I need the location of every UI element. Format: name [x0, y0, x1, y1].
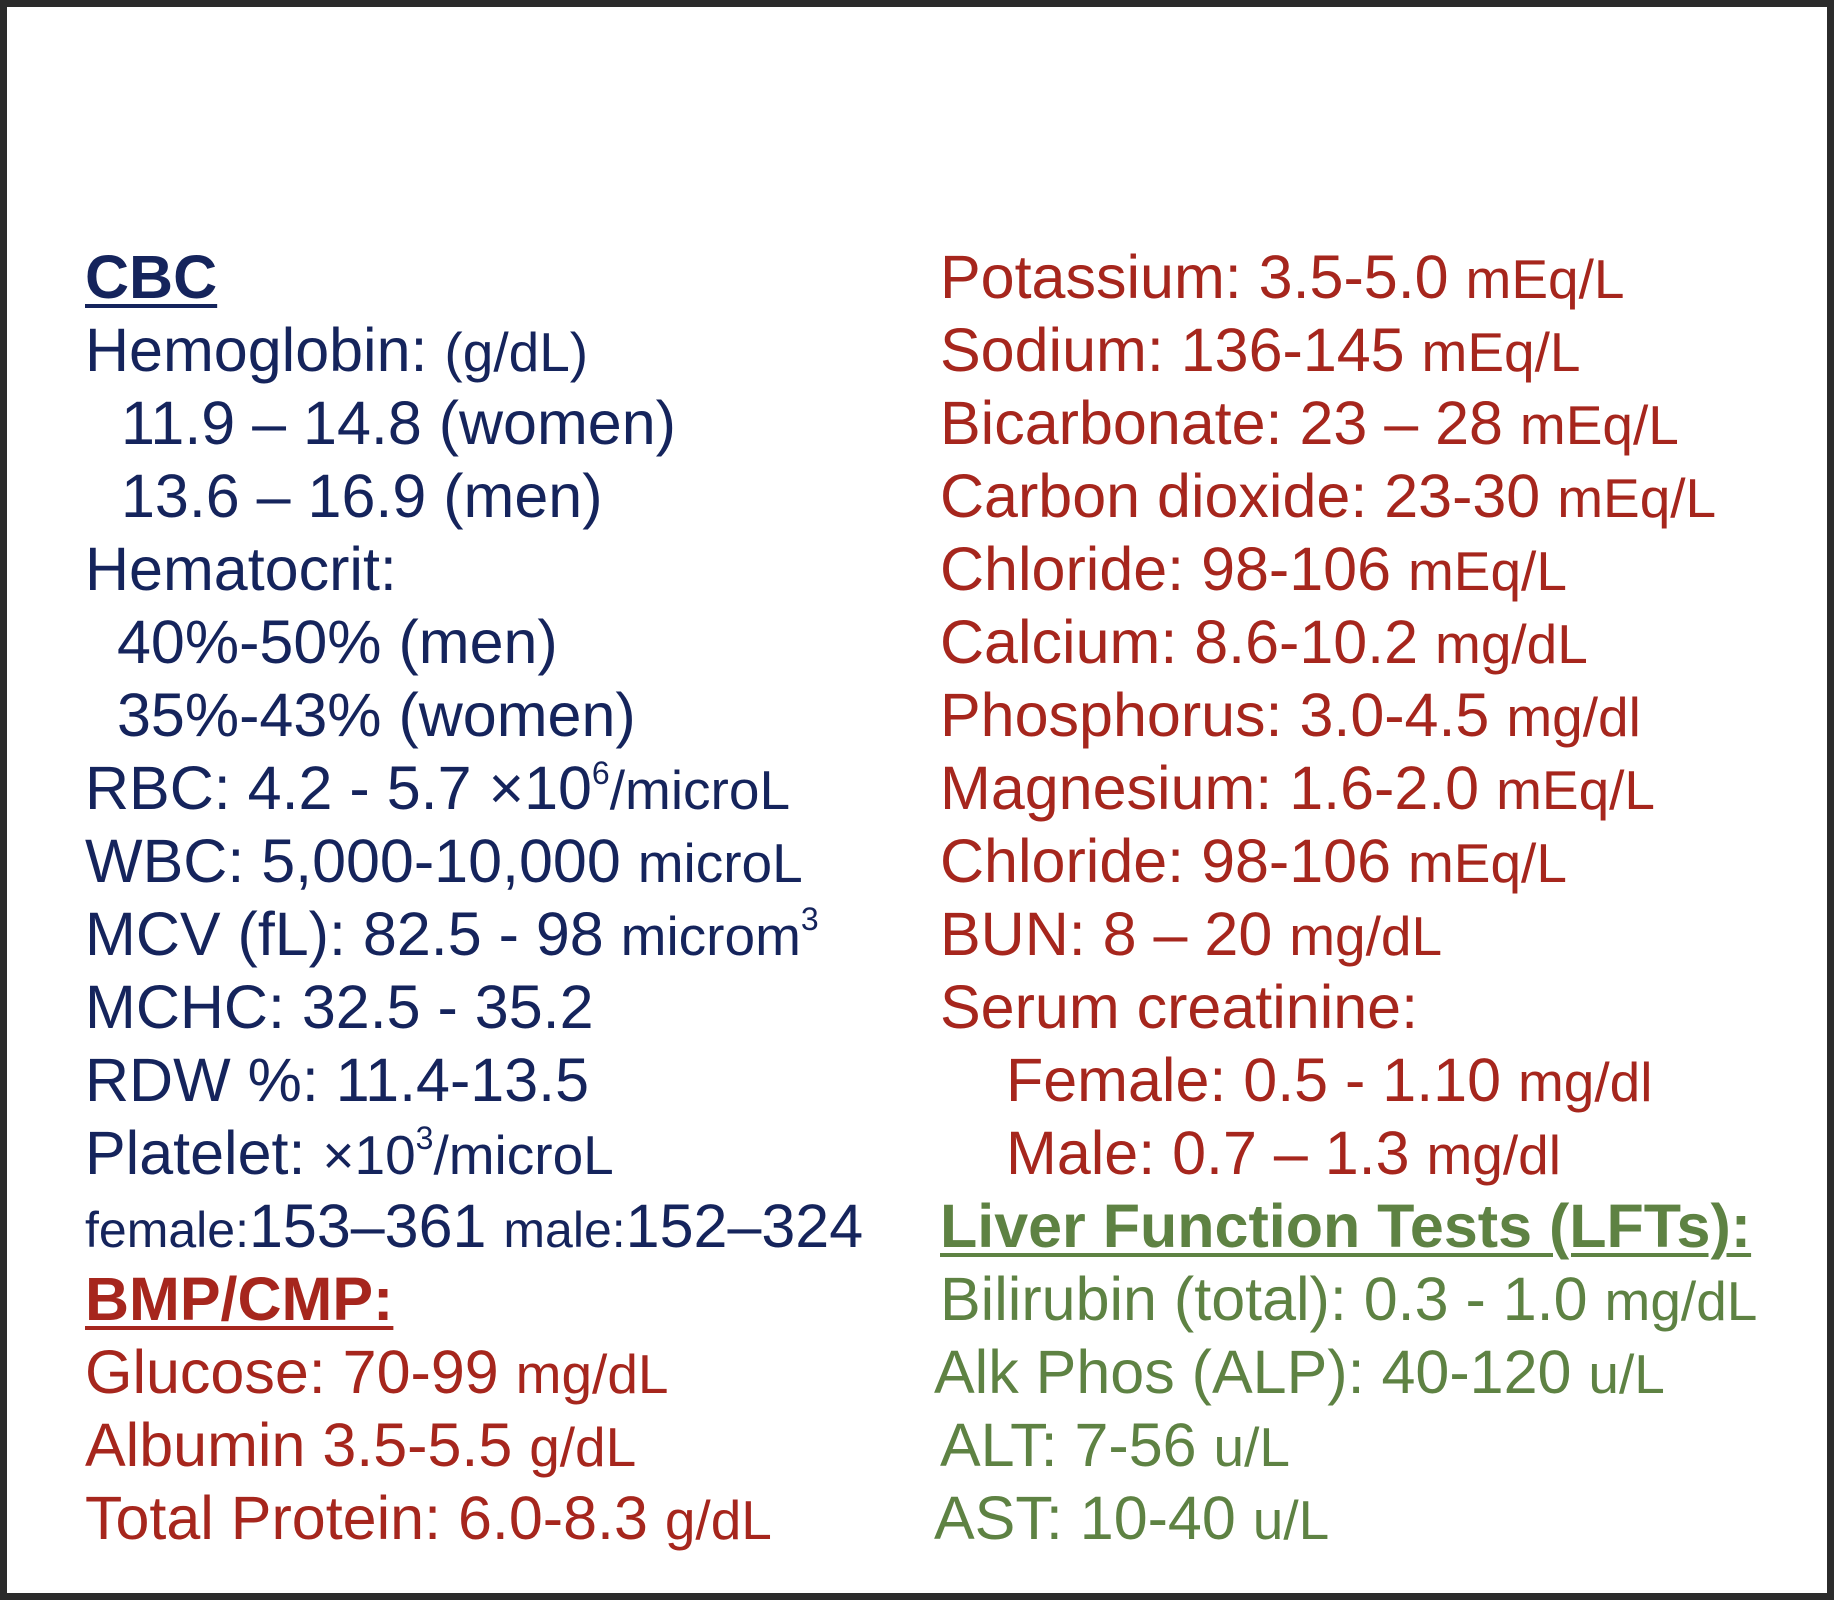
alp-unit: u/L: [1588, 1343, 1665, 1405]
bicarbonate-value: Bicarbonate: 23 – 28: [940, 389, 1520, 457]
calcium-unit: mg/dL: [1435, 613, 1588, 675]
magnesium-row: [940, 752, 1820, 825]
ast-value: AST: 10-40: [934, 1484, 1253, 1552]
bicarbonate-unit: mEq/L: [1519, 394, 1679, 456]
mcv-value: MCV (fL): 82.5 - 98: [85, 900, 621, 968]
bilirubin-row: [940, 1263, 1820, 1336]
lft-heading: Liver Function Tests (LFTs):: [940, 1192, 1752, 1260]
potassium-value: Potassium: 3.5-5.0: [940, 243, 1466, 311]
total-protein-value: Total Protein: 6.0-8.3: [85, 1484, 665, 1552]
ast-row: [934, 1482, 1820, 1555]
alp-row: [934, 1336, 1820, 1409]
alt-row: [940, 1409, 1820, 1482]
platelet-female-value: 153–361: [248, 1192, 504, 1260]
chloride-value: Chloride: 98-106: [940, 535, 1408, 603]
phosphorus-row: [940, 679, 1820, 752]
glucose-row: [85, 1336, 945, 1409]
albumin-row: [85, 1409, 945, 1482]
platelet-unit-post: /microL: [433, 1124, 614, 1186]
potassium-row: [940, 241, 1820, 314]
platelet-label: Platelet:: [85, 1119, 323, 1187]
platelet-female-label: female:: [85, 1202, 249, 1258]
rbc-exponent: 6: [591, 754, 610, 791]
alt-value: ALT: 7-56: [940, 1411, 1214, 1479]
mcv-row: [85, 898, 945, 971]
glucose-unit: mg/dL: [515, 1343, 669, 1405]
wbc-unit: microL: [637, 832, 803, 894]
creatinine-label: Serum creatinine:: [940, 973, 1419, 1041]
platelet-unit-pre: ×10: [322, 1124, 416, 1186]
hematocrit-men: 40%-50% (men): [117, 608, 558, 676]
sodium-row: [940, 314, 1820, 387]
cbc-heading: CBC: [85, 243, 218, 311]
platelet-row: [85, 1117, 945, 1190]
platelet-male-label: male:: [503, 1202, 626, 1258]
rbc-value: RBC: 4.2 - 5.7 ×10: [85, 754, 592, 822]
albumin-value: Albumin 3.5-5.5: [85, 1411, 530, 1479]
magnesium-unit: mEq/L: [1496, 759, 1656, 821]
glucose-value: Glucose: 70-99: [85, 1338, 516, 1406]
creatinine-female-unit: mg/dl: [1517, 1051, 1653, 1113]
chloride-unit-2: mEq/L: [1407, 832, 1567, 894]
platelet-ranges-row: [85, 1190, 945, 1263]
mchc-row: MCHC: 32.5 - 35.2: [85, 973, 594, 1041]
total-protein-unit: g/dL: [664, 1489, 772, 1551]
sodium-value: Sodium: 136-145: [940, 316, 1422, 384]
hematocrit-women: 35%-43% (women): [117, 681, 636, 749]
hemoglobin-men: 13.6 – 16.9 (men): [121, 462, 603, 530]
carbon-dioxide-unit: mEq/L: [1557, 467, 1717, 529]
chloride-value-2: Chloride: 98-106: [940, 827, 1408, 895]
sodium-unit: mEq/L: [1421, 321, 1581, 383]
rbc-row: [85, 752, 945, 825]
hemoglobin-row: [85, 314, 945, 387]
bmp-heading: BMP/CMP:: [85, 1265, 394, 1333]
chloride-row-2: [940, 825, 1820, 898]
creatinine-male-value: Male: 0.7 – 1.3: [1006, 1119, 1427, 1187]
alt-unit: u/L: [1213, 1416, 1290, 1478]
bun-row: [940, 898, 1820, 971]
creatinine-male-row: [940, 1117, 1820, 1190]
carbon-dioxide-row: [940, 460, 1820, 533]
calcium-row: [940, 606, 1820, 679]
creatinine-female-value: Female: 0.5 - 1.10: [1006, 1046, 1518, 1114]
ast-unit: u/L: [1252, 1489, 1330, 1551]
hemoglobin-label: Hemoglobin:: [85, 316, 445, 384]
albumin-unit: g/dL: [529, 1416, 637, 1478]
calcium-value: Calcium: 8.6-10.2: [940, 608, 1435, 676]
platelet-male-value: 152–324: [625, 1192, 864, 1260]
potassium-unit: mEq/L: [1465, 248, 1625, 310]
chloride-row: [940, 533, 1820, 606]
creatinine-male-unit: mg/dl: [1426, 1124, 1561, 1186]
alp-value: Alk Phos (ALP): 40-120: [934, 1338, 1589, 1406]
bun-value: BUN: 8 – 20: [940, 900, 1290, 968]
carbon-dioxide-value: Carbon dioxide: 23-30: [940, 462, 1558, 530]
bun-unit: mg/dL: [1289, 905, 1443, 967]
creatinine-female-row: [940, 1044, 1820, 1117]
magnesium-value: Magnesium: 1.6-2.0: [940, 754, 1497, 822]
hemoglobin-unit: (g/dL): [444, 321, 589, 383]
bilirubin-unit: mg/dL: [1604, 1270, 1758, 1332]
wbc-row: [85, 825, 945, 898]
phosphorus-value: Phosphorus: 3.0-4.5: [940, 681, 1507, 749]
hematocrit-label: Hematocrit:: [85, 535, 397, 603]
rbc-unit: /microL: [609, 759, 791, 821]
chloride-unit: mEq/L: [1407, 540, 1567, 602]
mcv-exponent: 3: [800, 900, 819, 937]
total-protein-row: [85, 1482, 945, 1555]
bilirubin-value: Bilirubin (total): 0.3 - 1.0: [940, 1265, 1605, 1333]
lab-values-page: [7, 7, 1827, 1593]
left-column: [85, 241, 945, 1555]
platelet-exponent: 3: [415, 1119, 434, 1156]
right-column: [934, 241, 1820, 1555]
mcv-unit: microm: [620, 905, 801, 967]
hemoglobin-women: 11.9 – 14.8 (women): [121, 389, 676, 457]
phosphorus-unit: mg/dl: [1506, 686, 1641, 748]
wbc-value: WBC: 5,000-10,000: [85, 827, 638, 895]
rdw-row: RDW %: 11.4-13.5: [85, 1046, 589, 1114]
bicarbonate-row: [940, 387, 1820, 460]
